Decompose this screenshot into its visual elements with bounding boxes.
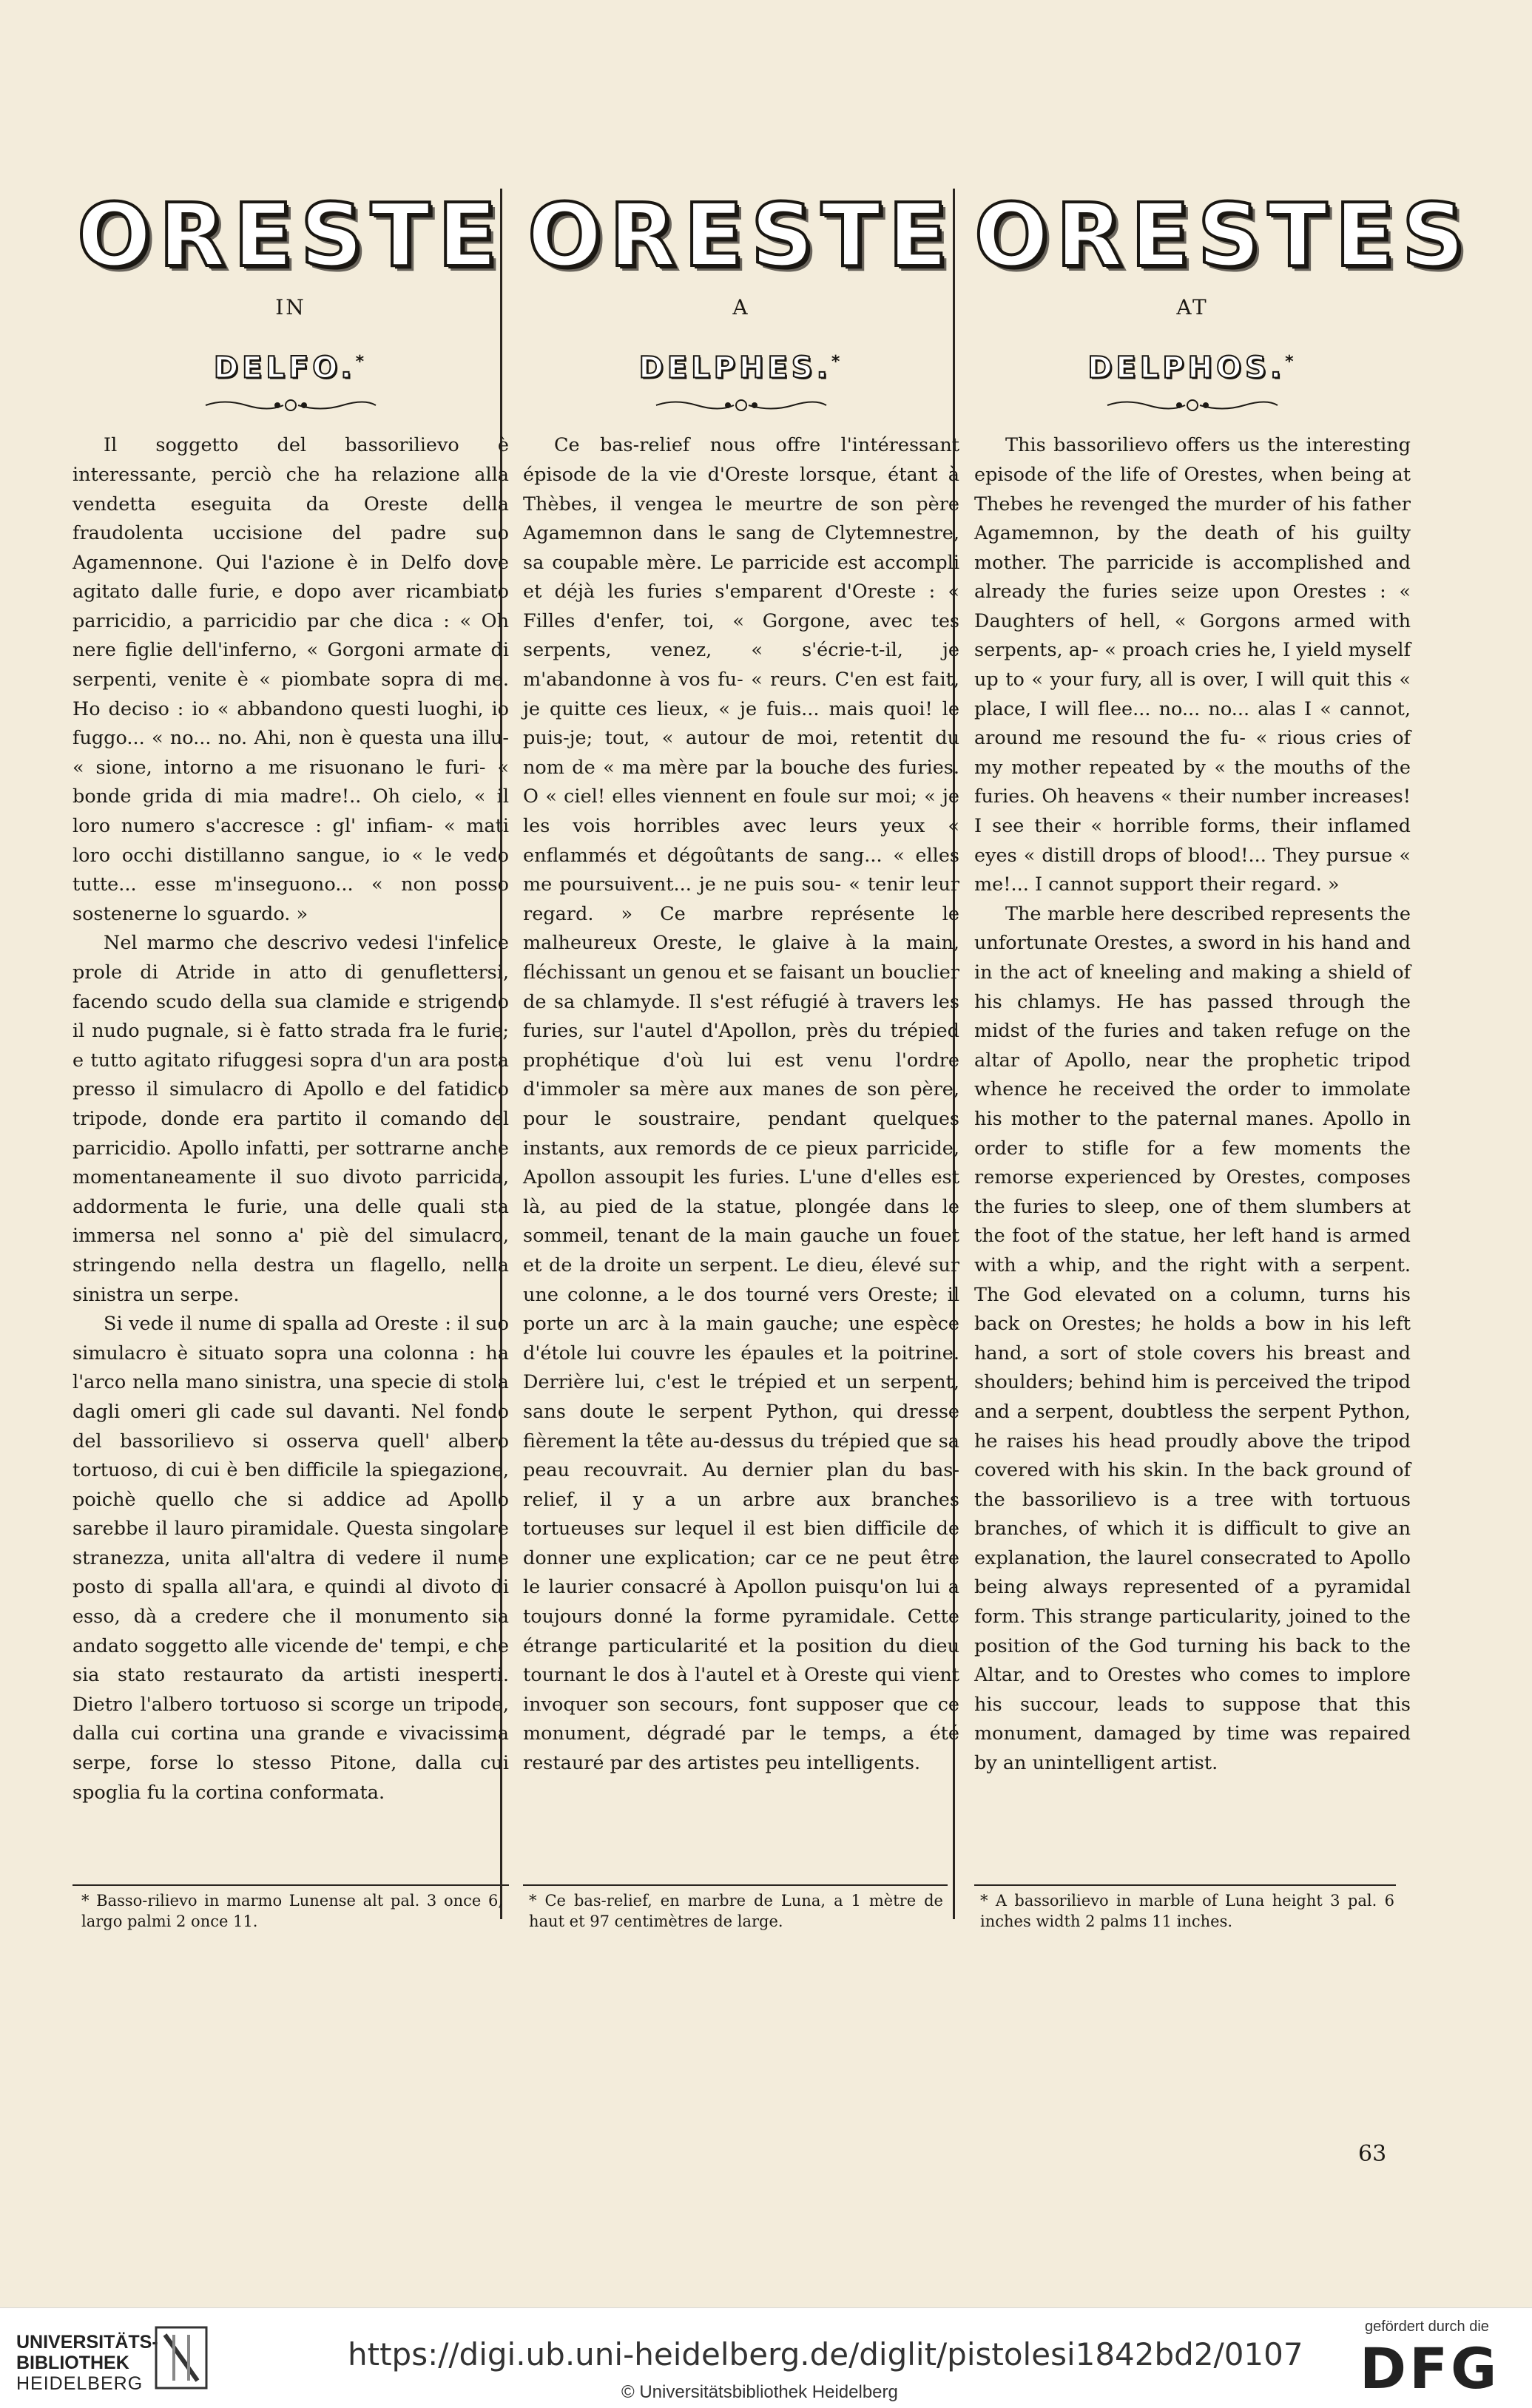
footnote-italian: * Basso-rilievo in marmo Lunense alt pal. 3 once 6, largo palmi 2 once 11. [81, 1892, 503, 1930]
copyright-notice: © Universitätsbibliothek Heidelberg [621, 2382, 898, 2402]
dfg-logo: DFG [1360, 2336, 1500, 2401]
place-name: DELFO. [213, 351, 356, 385]
funding-label: gefördert durch die [1365, 2319, 1489, 2335]
column-title: ORESTE [527, 184, 955, 286]
column-title: ORESTE [77, 184, 505, 286]
ornament-divider-icon [652, 397, 830, 413]
article-body [72, 431, 509, 1807]
column-french [523, 177, 959, 1779]
place-name: DELPHES. [638, 351, 831, 385]
footnote-rule [72, 1884, 509, 1886]
column-place-heading: DELPHES.* [638, 351, 844, 385]
ornament-divider-icon [1104, 397, 1281, 413]
paragraph: Il soggetto del bassorilievo è interessante, perciò che ha relazione alla vendetta eseguita da Oreste della fraudolenta uccisione del padre suo Agamennone. Qui l'azione è in Delfo dove agitato dalle furie, e dopo aver ricambiato parricidio, a parricidio par che dica : « Oh nere figlie dell'inferno, « Gorgoni armate di serpenti, venite è « piombate sopra di me. Ho deciso : io « abbandono questi luoghi, io fuggo... « no... no. Ahi, non è questa una illu- « sione, intorno a me risuonano le furi- « bonde grida di mia madre!.. Oh cielo, « il loro numero s'accresce : gl' infiam- « mati loro occhi distillanno sangue, io « le vedo tutte... esse m'inseguono... « non posso sostenerne lo sguardo. » [72, 434, 509, 925]
institution-name [16, 2332, 158, 2394]
footnote-french: * Ce bas-relief, en marbre de Luna, a 1 mètre de haut et 97 centimètres de large. [529, 1892, 943, 1930]
column-english [974, 177, 1472, 1779]
paragraph: The marble here described represents the unfortunate Orestes, a sword in his hand and in the act of kneeling and making a shield of his chlamys. He has passed through the midst of the furies and taken refuge on the altar of Apollo, near the prophetic tripod whence he received the order to immolate his mother to the paternal manes. Apollo in order to stifle for a few moments the remorse experienced by Orestes, composes the furies to sleep, one of them slumbers at the foot of the statue, her left hand is armed with a whip, and the right with a serpent. The God elevated on a column, turns his back on Orestes; he holds a bow in his left hand, a sort of stole covers his breast and shoulders; behind him is perceived the tripod and a serpent, doubtless the serpent Python, he raises his head proudly above the tripod covered with his skin. In the back ground of the bassorilievo is a tree with tortuous branches, of which it is difficult to give an explanation, the laurel consecrated to Apollo being always represented of a pyramidal form. This strange particularity, joined to the position of the God turning his back to the Altar, and to Orestes who comes to implore his succour, leads to suppose that this monument, damaged by time was repaired by an unintelligent artist. [974, 902, 1411, 1775]
column-preposition: AT [1176, 295, 1209, 319]
paragraph: Ce bas-relief nous offre l'intéressant épisode de la vie d'Oreste lorsque, étant à Thèbes, il vengea le meurtre de son père Agamemnon dans le sang de Clytemnestre, sa coupable mère. Le parricide est accompli et déjà les furies s'emparent d'Oreste : « Filles d'enfer, toi, « Gorgone, avec tes serpents, venez, « s'écrie-t-il, je m'abandonne à vos fu- « reurs. C'en est fait, je quitte ces lieux, « je fuis... mais quoi! le puis-je; tout, « autour de moi, retentit du nom de « ma mère par la bouche des furies. O « ciel! elles viennent en foule sur moi; « je les vois horribles avec leurs yeux « enflammés et dégoûtants de sang... « elles me poursuivent... je ne puis sou- « tenir leur regard. » Ce marbre représente le malheureux Oreste, le glaive à la main, fléchissant un genou et se faisant un bouclier de sa chlamyde. Il s'est réfugié à travers les furies, sur l'autel d'Apollon, près du trépied prophétique d'où lui est venu l'ordre d'immoler sa mère aux manes de son père, pour le soustraire, pendant quelques instants, aux remords de ce pieux parricide, Apollon assoupit les furies. L'une d'elles est là, au pied de la statue, plongée dans le sommeil, tenant de la main gauche un fouet et de la droite un serpent. Le dieu, élevé sur une colonne, a le dos tourné vers Oreste; il porte un arc à la main gauche; une espèce d'étole lui couvre les épaules et la poitrine. Derrière lui, c'est le trépied et un serpent, sans doute le serpent Python, qui dresse fièrement la tête au-dessus du trépied que sa peau recouvrait. Au dernier plan du bas-relief, il y a un arbre aux branches tortueuses sur lequel il est bien difficile de donner une explication; car ce ne peut être le laurier consacré à Apollon puisqu'on lui a toujours donné la forme pyramidale. Cette étrange particularité et la position du dieu tournant le dos à l'autel et à Oreste qui vient invoquer son secours, font supposer que ce monument, dégradé par le temps, a été restauré par des artistes peu intelligents. [523, 434, 959, 1775]
article-body [523, 431, 959, 1778]
column-place-heading: DELFO.* [213, 351, 368, 385]
source-url-link[interactable]: https://digi.ub.uni-heidelberg.de/diglit/pistolesi1842bd2/0107 [348, 2336, 1303, 2373]
column-preposition: A [732, 295, 750, 319]
digital-library-banner [0, 2307, 1532, 2408]
institution-line: BIBLIOTHEK [16, 2353, 129, 2373]
institution-line: UNIVERSITÄTS- [16, 2332, 158, 2353]
footnote-rule [523, 1884, 948, 1886]
place-name: DELPHOS. [1087, 351, 1286, 385]
page-number: 63 [1358, 2141, 1387, 2167]
footnote-english: * A bassorilievo in marble of Luna height 3 pal. 6 inches width 2 palms 11 inches. [980, 1892, 1394, 1930]
column-title: ORESTES [974, 184, 1472, 286]
ornament-divider-icon [202, 397, 379, 413]
paragraph: Si vede il nume di spalla ad Oreste : il suo simulacro è situato sopra una colonna : ha l'arco nella mano sinistra, una specie di stola dagli omeri gli cade sul davanti. Nel fondo del bassorilievo si osserva quell' albero tortuoso, di cui è ben difficile la spiegazione, poichè quello che si addice ad Apollo sarebbe il lauro piramidale. Questa singolare stranezza, unita all'altra di vedere il nume posto di spalla all'ara, e quindi al divoto di esso, dà a credere che il monumento sia andato soggetto alle vicende de' tempi, e che sia stato restaurato da artisti inesperti. Dietro l'albero tortuoso si scorge un tripode, dalla cui cortina una grande e vivacissima serpe, forse lo stesso Pitone, dalla cui spoglia fu la cortina conformata. [72, 1313, 509, 1804]
footnote-rule [974, 1884, 1396, 1886]
column-place-heading: DELPHOS.* [1087, 351, 1298, 385]
paragraph: Nel marmo che descrivo vedesi l'infelice prole di Atride in atto di genuflettersi, facendo scudo della sua clamide e strigendo il nudo pugnale, si è fatto strada fra le furie; e tutto agitato rifuggesi sopra d'un ara posta presso il simulacro di Apollo e del fatidico tripode, donde era partito il comando del parricidio. Apollo infatti, per sottrarne anche momentaneamente il suo divoto parricida, addormenta le furie, una delle quali sta immersa nel sonno a' piè del simulacro, stringendo nella destra un flagello, nella sinistra un serpe. [72, 932, 509, 1306]
paragraph: This bassorilievo offers us the interesting episode of the life of Orestes, when being at Thebes he revenged the murder of his father Agamemnon, by the death of his guilty mother. The parricide is accomplished and already the furies seize upon Orestes : « Daughters of hell, « Gorgons armed with serpents, ap- « proach cries he, I yield myself up to « your fury, all is over, I will quit this « place, I will flee... no... no... alas I « cannot, around me resound the fu- « rious cries of my mother repeated by « the mouths of the furies. Oh heavens « their number increases! I see their « horrible forms, their inflamed eyes « distill drops of blood!... They pursue « me!... I cannot support their regard. » [974, 434, 1411, 896]
article-body [974, 431, 1411, 1778]
column-italian [72, 177, 509, 1807]
university-logo-icon [152, 2324, 211, 2391]
institution-line: HEIDELBERG [16, 2373, 144, 2394]
column-preposition: IN [275, 295, 306, 319]
